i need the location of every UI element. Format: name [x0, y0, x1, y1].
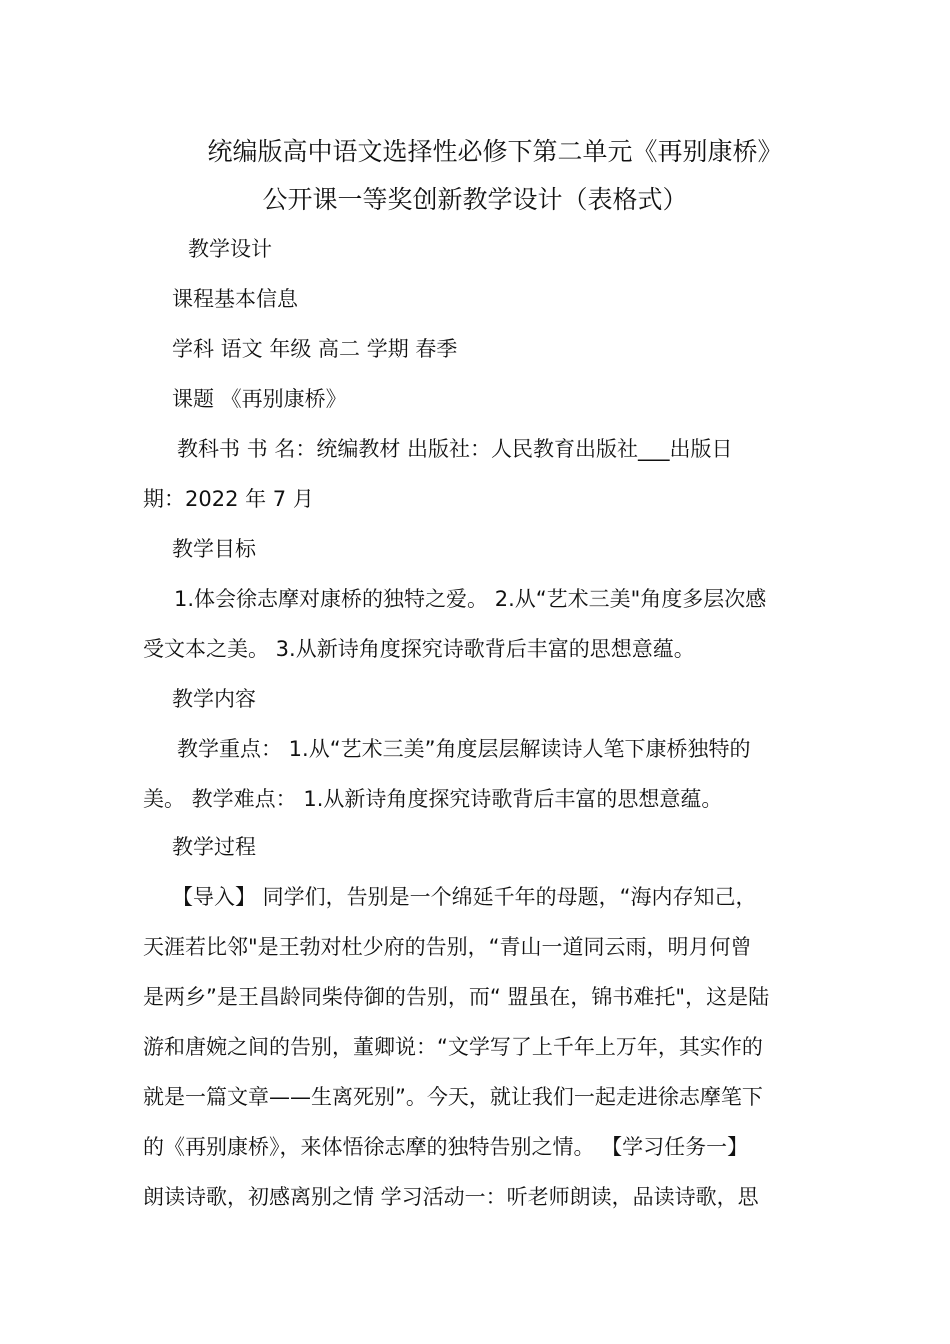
subject-grade-term: 学科 语文 年级 高二 学期 春季	[172, 337, 458, 361]
process-line: 朗读诗歌，初感离别之情 学习活动一：听老师朗读，品读诗歌，思	[143, 1185, 759, 1209]
process-line: 游和唐婉之间的告别，董卿说：“文学写了上千年上万年，其实作的	[143, 1035, 763, 1059]
heading-process: 教学过程	[172, 835, 256, 859]
heading-teaching-design: 教学设计	[188, 237, 272, 261]
textbook-info-line-2: 期：2022 年 7 月	[143, 487, 314, 511]
heading-content: 教学内容	[172, 687, 256, 711]
process-line: 【导入】 同学们，告别是一个绵延千年的母题，“海内存知己，	[172, 885, 757, 909]
process-line: 就是一篇文章——生离死别”。今天，就让我们一起走进徐志摩笔下	[143, 1085, 763, 1109]
heading-basic-info: 课程基本信息	[172, 287, 298, 311]
document-title-line-2: 公开课一等奖创新教学设计（表格式）	[262, 185, 688, 214]
textbook-info-line-1: 教科书 书 名：统编教材 出版社：人民教育出版社___出版日	[177, 437, 733, 461]
objectives-line-1: 1.体会徐志摩对康桥的独特之爱。 2.从“艺术三美"角度多层次感	[174, 587, 767, 611]
document-title-line-1: 统编版高中语文选择性必修下第二单元《再别康桥》	[207, 137, 783, 166]
objectives-line-2: 受文本之美。 3.从新诗角度探究诗歌背后丰富的思想意蕴。	[143, 637, 695, 661]
process-line: 天涯若比邻"是王勃对杜少府的告别，“青山一道同云雨，明月何曾	[143, 935, 752, 959]
heading-objectives: 教学目标	[172, 537, 256, 561]
content-line-1: 教学重点： 1.从“艺术三美”角度层层解读诗人笔下康桥独特的	[177, 737, 751, 761]
lesson-topic: 课题 《再别康桥》	[172, 387, 347, 411]
content-line-2: 美。 教学难点： 1.从新诗角度探究诗歌背后丰富的思想意蕴。	[143, 787, 723, 811]
process-line: 的《再别康桥》，来体悟徐志摩的独特告别之情。 【学习任务一】	[143, 1135, 749, 1159]
process-line: 是两乡”是王昌龄同柴侍御的告别，而“ 盟虽在，锦书难托"，这是陆	[143, 985, 770, 1009]
